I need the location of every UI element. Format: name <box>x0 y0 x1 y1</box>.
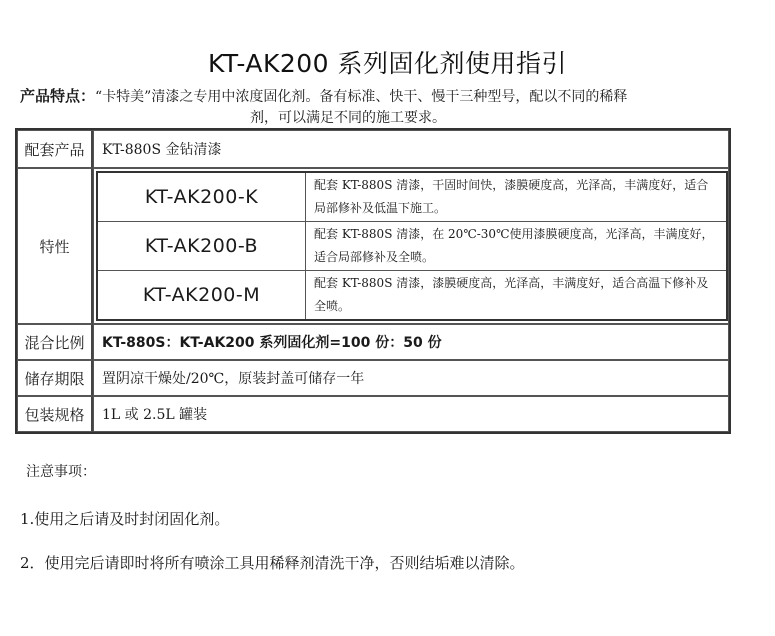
features-label: 产品特点： <box>20 87 96 105</box>
properties-label: 特性 <box>17 168 93 324</box>
product-value: KT-880S 金钻清漆 <box>93 130 729 168</box>
notes-title: 注意事项： <box>26 464 96 480</box>
properties-cell <box>93 168 729 324</box>
note-item: 2．使用完后请即时将所有喷涂工具用稀释剂清洗干净，否则结垢难以清除。 <box>20 554 525 572</box>
model-description: 配套 KT-880S 清漆，干固时间快，漆膜硬度高，光泽高，丰满度好，适合局部修补及低温下施工。 <box>306 172 728 222</box>
mix-value: KT-880S：KT-AK200 系列固化剂=100 份：50 份 <box>93 324 729 360</box>
model-name: KT-AK200-M <box>97 271 306 321</box>
document-title: KT-AK200 系列固化剂使用指引 <box>207 49 568 78</box>
mix-label: 混合比例 <box>17 324 93 360</box>
models-table <box>96 171 728 321</box>
table-row-product <box>17 130 729 168</box>
storage-value: 置阴凉干燥处/20℃，原装封盖可储存一年 <box>93 360 729 396</box>
model-description: 配套 KT-880S 清漆，在 20℃-30℃使用漆膜硬度高，光泽高，丰满度好，适合局部修补及全喷。 <box>306 222 728 271</box>
model-name: KT-AK200-K <box>97 172 306 222</box>
spec-table <box>15 128 731 434</box>
model-row <box>97 222 727 271</box>
model-row <box>97 271 727 321</box>
model-row <box>97 172 727 222</box>
table-row-properties <box>17 168 729 324</box>
features-text-1: “卡特美”清漆之专用中浓度固化剂。备有标准、快干、慢干三种型号，配以不同的稀释 <box>95 89 628 105</box>
product-label: 配套产品 <box>17 130 93 168</box>
features-line-1 <box>20 86 760 108</box>
note-item: 1.使用之后请及时封闭固化剂。 <box>20 510 230 528</box>
packaging-value: 1L 或 2.5L 罐装 <box>93 396 729 432</box>
table-row-packaging <box>17 396 729 432</box>
model-name: KT-AK200-B <box>97 222 306 271</box>
model-description: 配套 KT-880S 清漆，漆膜硬度高，光泽高，丰满度好，适合高温下修补及全喷。 <box>306 271 728 321</box>
product-features <box>20 86 760 129</box>
features-text-2: 剂，可以满足不同的施工要求。 <box>250 110 446 126</box>
packaging-label: 包装规格 <box>17 396 93 432</box>
storage-label: 储存期限 <box>17 360 93 396</box>
table-row-mix <box>17 324 729 360</box>
table-row-storage <box>17 360 729 396</box>
